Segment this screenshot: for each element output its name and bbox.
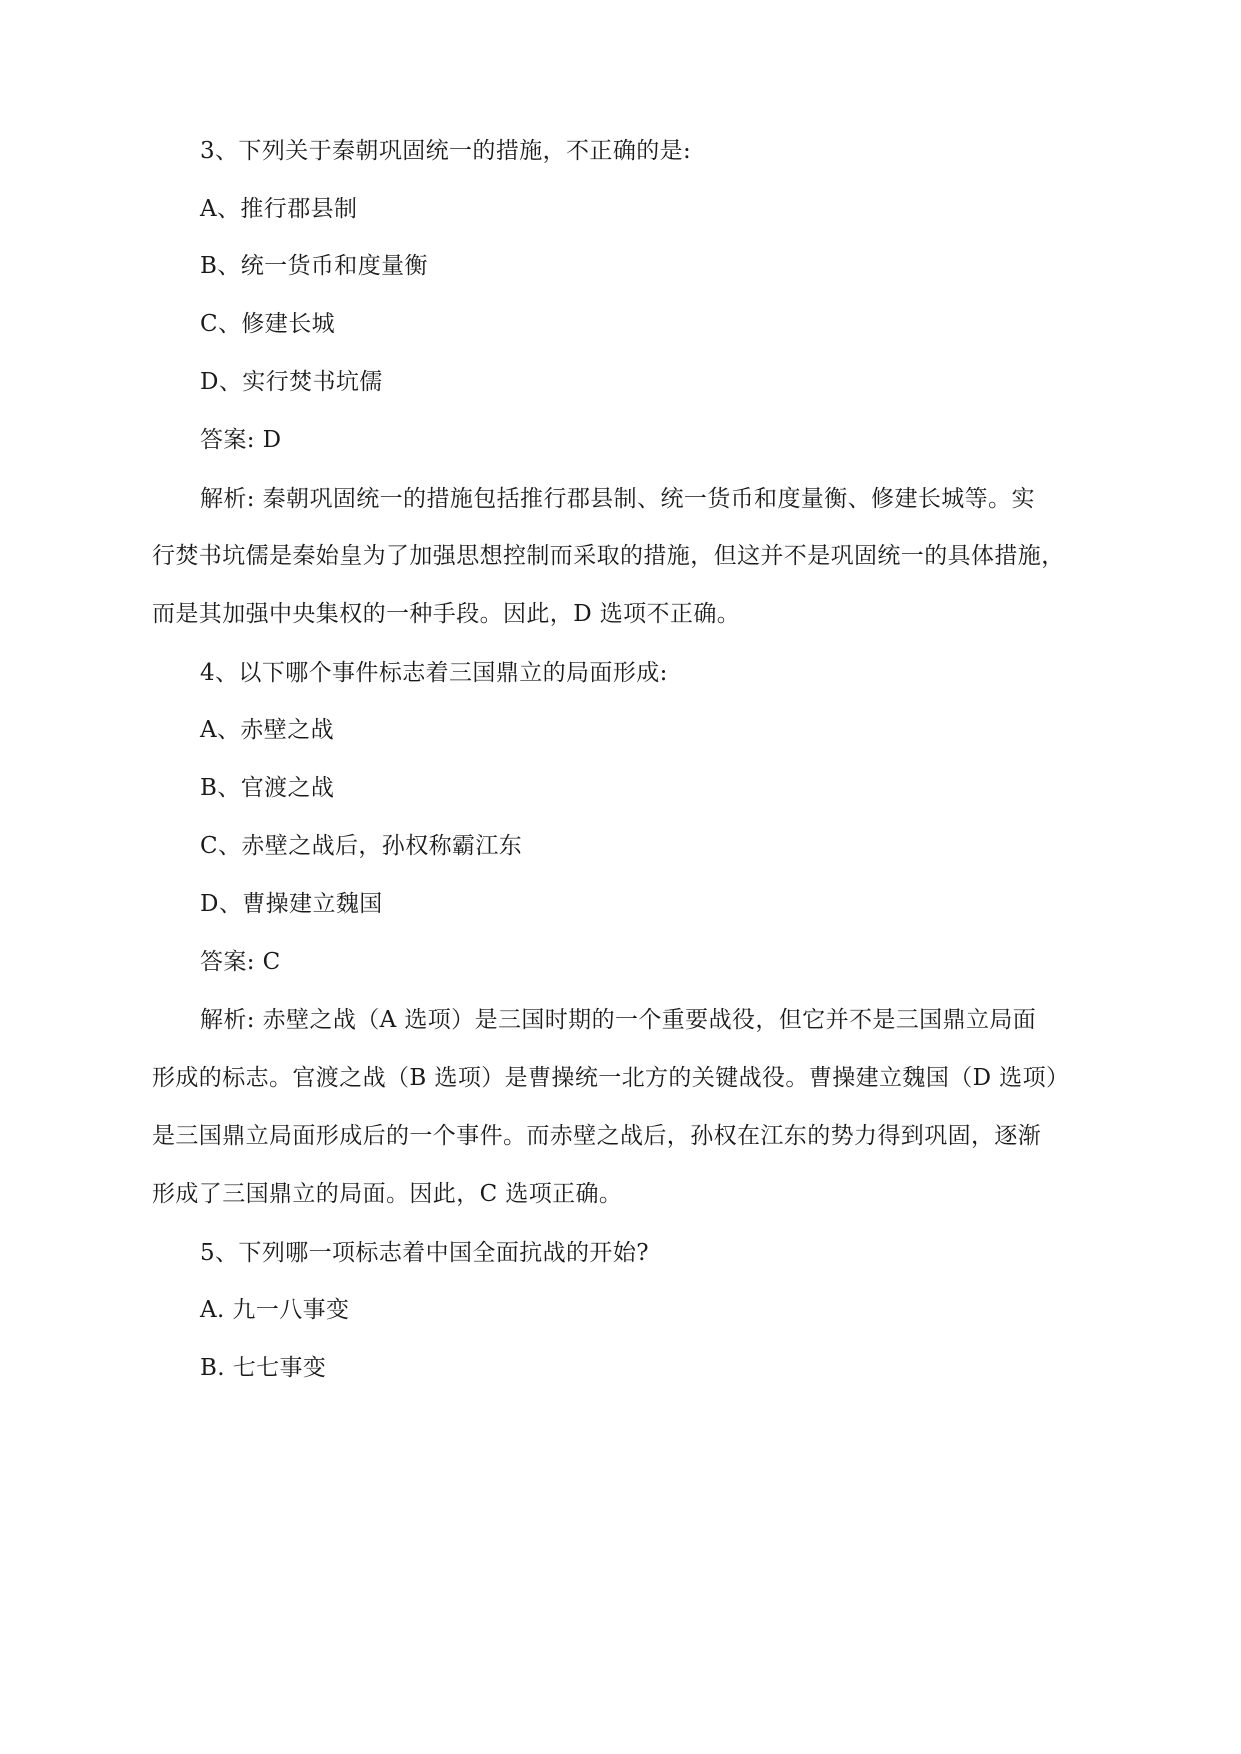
question-5-option-a: A. 九一八事变 [200, 1297, 350, 1323]
question-4-analysis-line-3: 是三国鼎立局面形成后的一个事件。而赤壁之战后，孙权在江东的势力得到巩固，逐渐 [152, 1123, 1042, 1149]
question-3-text: 3、下列关于秦朝巩固统一的措施，不正确的是: [200, 138, 692, 164]
question-5-option-b: B. 七七事变 [200, 1355, 327, 1381]
question-3-analysis-line-3: 而是其加强中央集权的一种手段。因此，D 选项不正确。 [152, 601, 741, 627]
question-3-option-c: C、修建长城 [200, 311, 335, 337]
question-3-answer: 答案: D [200, 427, 282, 453]
question-4-answer: 答案: C [200, 949, 281, 975]
question-3-option-b: B、统一货币和度量衡 [200, 253, 428, 279]
question-3-analysis-line-1: 解析: 秦朝巩固统一的措施包括推行郡县制、统一货币和度量衡、修建长城等。实 [200, 486, 1035, 512]
question-4-option-b: B、官渡之战 [200, 775, 335, 801]
question-3-option-a: A、推行郡县制 [200, 196, 358, 222]
question-4-option-a: A、赤壁之战 [200, 717, 335, 743]
question-3-option-d: D、实行焚书坑儒 [200, 369, 383, 395]
question-4-analysis-line-4: 形成了三国鼎立的局面。因此，C 选项正确。 [152, 1181, 623, 1207]
question-5-text: 5、下列哪一项标志着中国全面抗战的开始? [200, 1240, 649, 1266]
question-4-option-c: C、赤壁之战后，孙权称霸江东 [200, 833, 523, 859]
question-4-option-d: D、曹操建立魏国 [200, 891, 383, 917]
question-3-analysis-line-2: 行焚书坑儒是秦始皇为了加强思想控制而采取的措施，但这并不是巩固统一的具体措施， [152, 543, 1065, 569]
question-4-text: 4、以下哪个事件标志着三国鼎立的局面形成: [200, 660, 668, 686]
question-4-analysis-line-2: 形成的标志。官渡之战（B 选项）是曹操统一北方的关键战役。曹操建立魏国（D 选项） [152, 1065, 1070, 1091]
question-4-analysis-line-1: 解析: 赤壁之战（A 选项）是三国时期的一个重要战役，但它并不是三国鼎立局面 [200, 1007, 1037, 1033]
